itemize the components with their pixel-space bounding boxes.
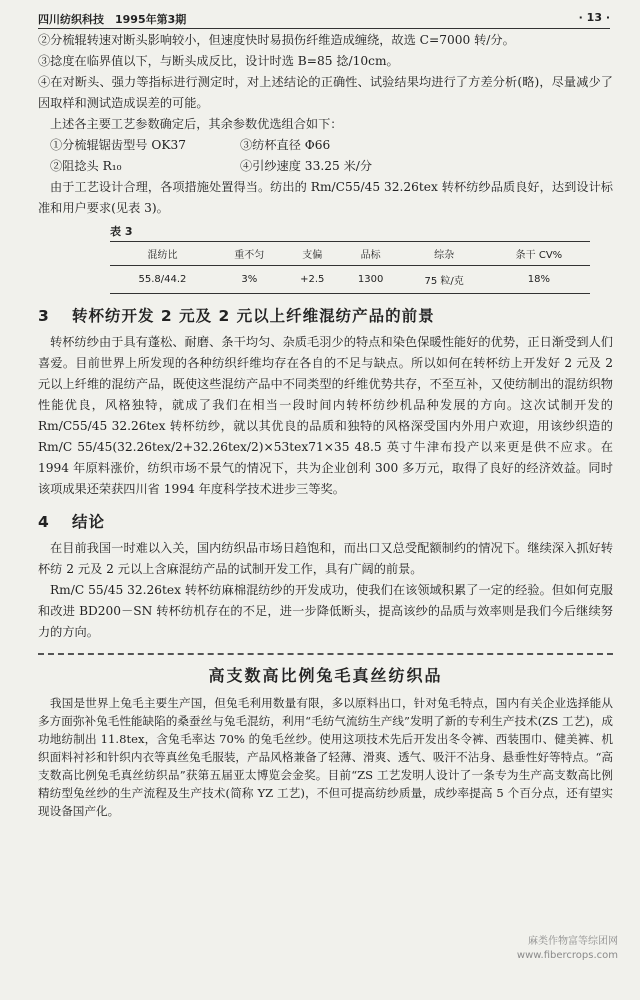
table-header-cell: 重不匀 [215, 242, 284, 266]
paragraph-spindle-speed: ②分梳辊转速对断头影响较小，但速度快时易损伤纤维造成缠绕，故选 C=7000 转/分。 [38, 33, 515, 47]
table-cell: 18% [488, 266, 590, 294]
article-title: 高支数高比例兔毛真丝纺织品 [208, 666, 443, 685]
table-cell: +2.5 [284, 266, 341, 294]
table-cell: 1300 [341, 266, 401, 294]
paragraph-results: 由于工艺设计合理，各项措施处置得当。纺出的 Rm/C55/45 32.26tex 转杯纺纱品质良好，达到设计标准和用户要求(见表 3)。 [38, 180, 613, 215]
article-paragraph: 我国是世界上兔毛主要生产国，但兔毛利用数量有限，多以原料出口，针对兔毛特点，国内有关企业选择能从多方面弥补兔毛性能缺陷的桑蚕丝与兔毛混纺，利用“毛纺气流纺生产线”发明了新的专利生产技术(ZS 工艺)，成功地纺制出 11.8tex，含兔毛率达 70% 的兔毛丝纱。使用这项技术先后开发出冬令裤、西装围巾、健美裤、机织面料衬衫和针织内衣等真丝兔毛服装，产品风格兼备了轻薄、滑爽、透气、吸汗不沾身、悬垂性好等特点。“高支数高比例兔毛真丝纺织品”获第五届亚太博览会金奖。目前“ZS 工艺发明人设计了一条专为生产高支数高比例精纺型兔丝纱的生产流程及生产技术(简称 YZ 工艺)，不但可提高纺纱质量，成纱率提高 5 个百分点，还有望实现设备国产化。 [38, 696, 613, 818]
param-row [38, 135, 613, 156]
param-item: ④引纱速度 33.25 米/分 [240, 159, 373, 173]
table-header-cell: 混纺比 [110, 242, 215, 266]
page-header [38, 8, 610, 29]
table-row [110, 266, 590, 294]
paragraph-params-intro: 上述各主要工艺参数确定后，其余参数优选组合如下： [50, 117, 343, 131]
table-header-cell: 支偏 [284, 242, 341, 266]
short-article [38, 663, 613, 820]
page-number: · 13 · [578, 11, 610, 24]
page-content [38, 30, 613, 820]
paragraph-variance: ④在对断头、强力等指标进行测定时，对上述结论的正确性、试验结果均进行了方差分析(略)，尽量减少了因取样和测试造成误差的可能。 [38, 75, 613, 110]
table-header-cell: 条干 CV% [488, 242, 590, 266]
watermark [517, 935, 618, 963]
table-cell: 55.8/44.2 [110, 266, 215, 294]
section-4-paragraph: 在目前我国一时难以入关，国内纺织品市场日趋饱和，而出口又总受配额制约的情况下。继续深入抓好转杯纺 2 元及 2 元以上含麻混纺产品的试制开发工作，具有广阔的前景。 [38, 541, 613, 576]
section-3-heading [38, 304, 613, 326]
article-divider [38, 653, 613, 655]
section-title: 转杯纺开发 2 元及 2 元以上纤维混纺产品的前景 [72, 307, 435, 325]
table-caption: 表 3 [110, 225, 133, 238]
param-item: ①分梳辊锯齿型号 OK37 [50, 138, 186, 152]
section-4-heading [38, 510, 613, 532]
param-item: ②阻捻头 R₁₀ [50, 159, 122, 173]
table-cell: 75 粒/克 [400, 266, 487, 294]
table-cell: 3% [215, 266, 284, 294]
quality-table [110, 241, 590, 294]
watermark-line: 麻类作物富等综团网 [528, 936, 618, 947]
journal-title: 四川纺织科技 1995年第3期 [38, 13, 187, 26]
table-header-cell: 品标 [341, 242, 401, 266]
table-header-row [110, 242, 590, 266]
table-header-cell: 综杂 [400, 242, 487, 266]
section-title: 结论 [72, 513, 106, 531]
section-number: 3 [38, 307, 50, 325]
section-4-paragraph: Rm/C 55/45 32.26tex 转杯纺麻棉混纺纱的开发成功，使我们在该领域积累了一定的经验。但如何克服和改进 BD200－SN 转杯纺机存在的不足，进一步降低断头，提高该纱的品质与效率则是我们今后继续努力的方向。 [38, 583, 613, 639]
paragraph-twist: ③捻度在临界值以下，与断头成反比，设计时选 B=85 捻/10cm。 [38, 54, 399, 68]
param-row [38, 156, 613, 177]
section-3-paragraph: 转杯纺纱由于具有蓬松、耐磨、条干均匀、杂质毛羽少的特点和染色保暖性能好的优势，正日渐受到人们喜爱。目前世界上所发现的各种纺织纤维均存在各自的不足与缺点。所以如何在转杯纺上开发好 2 元及 2 元以上纤维的混纺产品，既使这些混纺产品中不同类型的纤维优势共存，不至互补，又使纺制出的混纺织物性能优良，风格独特，就成了我们在相当一段时间内转杯纺纱机品种发展的方向。这次试制开发的 Rm/C55/45 32.26tex 转杯纺纱，就以其优良的品质和独特的风格深受国内外用户欢迎，用该纱织造的 Rm/C 55/45(32.26tex/2+32.26tex/2)×53tex71×35 48.5 英寸牛津布投产以来更是供不应求。在 1994 年原料涨价，纺织市场不景气的情况下，共为企业创利 300 多万元，取得了良好的经济效益。同时该项成果还荣获四川省 1994 年度科学技术进步三等奖。 [38, 335, 613, 496]
watermark-line: www.fibercrops.com [516, 950, 618, 961]
param-item: ③纺杯直径 Φ66 [240, 138, 331, 152]
section-number: 4 [38, 513, 50, 531]
